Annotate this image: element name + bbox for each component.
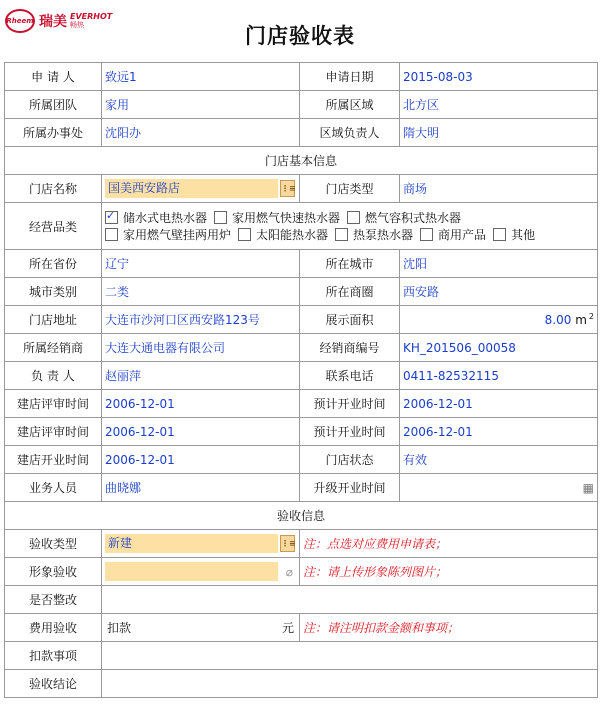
category-label: 燃气容积式热水器 [365, 211, 462, 225]
region-manager-value: 隋大明 [400, 119, 598, 147]
area-unit-sup: 2 [588, 312, 594, 321]
logo-chinese-name: 瑞美 [39, 14, 67, 30]
phone-value: 0411-82532115 [400, 362, 598, 390]
review-time-value: 2006-12-01 [102, 418, 300, 446]
city-class-value: 二类 [102, 278, 300, 306]
category-label: 太阳能热水器 [256, 228, 329, 242]
store-status-value: 有效 [400, 446, 598, 474]
categories-line-1 [105, 209, 594, 226]
store-section-title: 门店基本信息 [5, 147, 598, 175]
form-row [5, 614, 598, 642]
area-value: 8.00 [544, 313, 572, 327]
header [0, 0, 600, 62]
staff-value: 曲晓娜 [102, 474, 300, 502]
apply-date-label: 申请日期 [300, 63, 400, 91]
image-accept-field[interactable] [105, 562, 293, 581]
store-name-label: 门店名称 [5, 175, 102, 203]
accept-section-title: 验收信息 [5, 502, 598, 530]
form-row [5, 175, 598, 203]
paperclip-icon[interactable]: ⌀ [285, 565, 293, 579]
form-row [5, 474, 598, 502]
province-label: 所在省份 [5, 250, 102, 278]
region-manager-label: 区域负责人 [300, 119, 400, 147]
review-time-label: 建店评审时间 [5, 418, 102, 446]
fee-accept-note: 注：请注明扣款金额和事项； [300, 614, 598, 642]
checkbox-icon[interactable] [420, 228, 433, 241]
store-name-cell [102, 175, 300, 203]
form-row [5, 203, 598, 250]
form-row [5, 390, 598, 418]
form-row [5, 278, 598, 306]
form-row [5, 670, 598, 698]
staff-label: 业务人员 [5, 474, 102, 502]
acceptance-form [4, 62, 598, 698]
checkbox-icon[interactable] [238, 228, 251, 241]
category-option[interactable] [238, 226, 328, 243]
city-class-label: 城市类别 [5, 278, 102, 306]
form-row [5, 418, 598, 446]
region-label: 所属区域 [300, 91, 400, 119]
applicant-label: 申 请 人 [5, 63, 102, 91]
form-row [5, 362, 598, 390]
category-option[interactable] [105, 226, 231, 243]
image-accept-note: 注：请上传形象陈列图片； [300, 558, 598, 586]
rectify-field[interactable] [102, 586, 598, 614]
form-row [5, 119, 598, 147]
form-row [5, 586, 598, 614]
open-time-value: 2006-12-01 [102, 446, 300, 474]
section-row [5, 147, 598, 175]
rheem-logo-mark: Rheem [5, 9, 35, 33]
store-type-value: 商场 [400, 175, 598, 203]
form-row [5, 91, 598, 119]
form-row [5, 642, 598, 670]
office-value: 沈阳办 [102, 119, 300, 147]
upgrade-open-field[interactable] [400, 474, 598, 502]
store-type-label: 门店类型 [300, 175, 400, 203]
category-option[interactable] [347, 209, 461, 226]
city-label: 所在城市 [300, 250, 400, 278]
checkbox-icon[interactable] [335, 228, 348, 241]
area-cell [400, 306, 598, 334]
category-label: 其他 [511, 228, 536, 242]
region-value: 北方区 [400, 91, 598, 119]
phone-label: 联系电话 [300, 362, 400, 390]
planned-open-value: 2006-12-01 [400, 390, 598, 418]
categories-cell [102, 203, 598, 250]
province-value: 辽宁 [102, 250, 300, 278]
deduct-label: 扣款事项 [5, 642, 102, 670]
page-title: 门店验收表 [245, 24, 355, 48]
team-label: 所属团队 [5, 91, 102, 119]
form-row [5, 558, 598, 586]
category-label: 家用燃气快速热水器 [232, 211, 341, 225]
open-time-label: 建店开业时间 [5, 446, 102, 474]
owner-value: 赵丽萍 [102, 362, 300, 390]
dealer-code-label: 经销商编号 [300, 334, 400, 362]
team-value: 家用 [102, 91, 300, 119]
owner-label: 负 责 人 [5, 362, 102, 390]
logo-en-name: EVERHOT [70, 12, 113, 21]
deduct-field[interactable] [102, 642, 598, 670]
area-unit: m [575, 313, 587, 327]
apply-date-value: 2015-08-03 [400, 63, 598, 91]
store-name-value: 国美西安路店 [108, 181, 181, 195]
category-option[interactable] [105, 209, 207, 226]
categories-line-2 [105, 226, 594, 243]
rectify-label: 是否整改 [5, 586, 102, 614]
category-label: 热泵热水器 [353, 228, 414, 242]
form-row [5, 63, 598, 91]
dealer-code-value: KH_201506_00058 [400, 334, 598, 362]
conclusion-label: 验收结论 [5, 670, 102, 698]
form-row [5, 530, 598, 558]
fee-accept-label: 费用验收 [5, 614, 102, 642]
category-option[interactable] [493, 226, 535, 243]
category-option[interactable] [335, 226, 413, 243]
image-accept-cell [102, 558, 300, 586]
form-row [5, 334, 598, 362]
checkbox-icon[interactable] [105, 228, 118, 241]
fee-accept-field[interactable] [102, 614, 300, 642]
form-row [5, 250, 598, 278]
image-accept-label: 形象验收 [5, 558, 102, 586]
city-value: 沈阳 [400, 250, 598, 278]
checkbox-checked-icon[interactable] [105, 211, 118, 224]
district-value: 西安路 [400, 278, 598, 306]
category-option[interactable] [420, 226, 486, 243]
section-row [5, 502, 598, 530]
review-time-value: 2006-12-01 [102, 390, 300, 418]
planned-open-value: 2006-12-01 [400, 418, 598, 446]
picker-icon[interactable]: ⋮≡ [280, 535, 295, 552]
checkbox-icon[interactable] [347, 211, 360, 224]
dealer-value: 大连大通电器有限公司 [102, 334, 300, 362]
applicant-value: 致远1 [102, 63, 300, 91]
categories-label: 经营品类 [5, 203, 102, 250]
fee-unit: 元 [281, 621, 294, 635]
upgrade-open-label: 升级开业时间 [300, 474, 400, 502]
area-label: 展示面积 [300, 306, 400, 334]
accept-type-field[interactable] [105, 534, 296, 553]
category-label: 家用燃气壁挂两用炉 [123, 228, 232, 242]
address-value: 大连市沙河口区西安路123号 [102, 306, 300, 334]
checkbox-icon[interactable] [493, 228, 506, 241]
category-label: 商用产品 [438, 228, 487, 242]
form-row [5, 446, 598, 474]
dealer-label: 所属经销商 [5, 334, 102, 362]
conclusion-field[interactable] [102, 670, 598, 698]
review-time-label: 建店评审时间 [5, 390, 102, 418]
form-row [5, 306, 598, 334]
picker-icon[interactable]: ⋮≡ [280, 180, 295, 197]
logo-en-sub: 畅热 [70, 21, 84, 29]
accept-type-cell [102, 530, 300, 558]
planned-open-label: 预计开业时间 [300, 390, 400, 418]
district-label: 所在商圈 [300, 278, 400, 306]
calendar-icon[interactable]: ▦ [582, 480, 594, 495]
planned-open-label: 预计开业时间 [300, 418, 400, 446]
accept-type-label: 验收类型 [5, 530, 102, 558]
category-label: 储水式电热水器 [123, 211, 208, 225]
address-label: 门店地址 [5, 306, 102, 334]
accept-type-note: 注：点选对应费用申请表； [300, 530, 598, 558]
store-status-label: 门店状态 [300, 446, 400, 474]
office-label: 所属办事处 [5, 119, 102, 147]
fee-prefix: 扣款 [107, 621, 132, 635]
store-name-field[interactable] [105, 179, 296, 198]
checkbox-icon[interactable] [214, 211, 227, 224]
fee-accept-content [105, 619, 296, 636]
category-option[interactable] [214, 209, 340, 226]
accept-type-value: 新建 [108, 536, 133, 550]
